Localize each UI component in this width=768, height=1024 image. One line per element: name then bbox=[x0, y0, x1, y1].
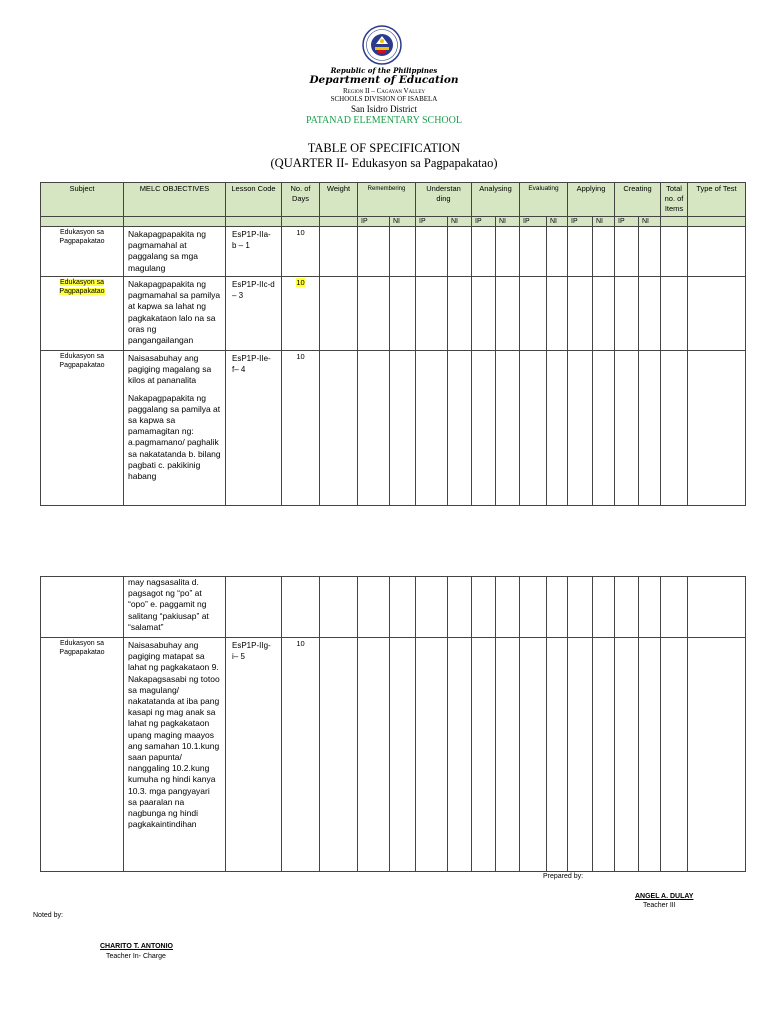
subject-cell bbox=[41, 277, 124, 351]
objective-cell: Nakapagpapakita ng pagmamahal at paggalang sa mga magulang bbox=[124, 227, 226, 277]
col-weight: Weight bbox=[320, 183, 358, 217]
deped-seal-logo bbox=[362, 25, 402, 65]
preparer-name: ANGEL A. DULAY bbox=[635, 893, 694, 900]
subject-cell: Edukasyon sa Pagpapakatao bbox=[41, 351, 124, 506]
objective-text: Naisasabuhay ang pagiging magalang sa kilos at pananalita bbox=[128, 353, 212, 386]
division-line: SCHOOLS DIVISION OF ISABELA bbox=[330, 95, 438, 103]
table-row bbox=[41, 638, 746, 872]
table-subheader-row bbox=[41, 217, 746, 227]
table-row bbox=[41, 351, 746, 506]
ni-label: NI bbox=[593, 217, 615, 227]
noter-title: Teacher In- Charge bbox=[106, 953, 166, 960]
ip-label: IP bbox=[568, 217, 593, 227]
col-subject: Subject bbox=[41, 183, 124, 217]
lesson-code-cell: EsP1P-IIg-i– 5 bbox=[226, 638, 282, 872]
document-title: TABLE OF SPECIFICATION bbox=[307, 141, 461, 155]
noted-by-label: Noted by: bbox=[33, 912, 63, 919]
days-cell bbox=[282, 277, 320, 351]
days-cell: 10 bbox=[282, 638, 320, 872]
lesson-code-cell: EsP1P-IIe-f– 4 bbox=[226, 351, 282, 506]
ip-label: IP bbox=[615, 217, 639, 227]
noter-name: CHARITO T. ANTONIO bbox=[100, 943, 173, 950]
objective-cell: may nagsasalita d. pagsagot ng “po” at “opo” e. paggamit ng salitang “pakiusap” at “salamat” bbox=[124, 577, 226, 638]
district-line: San Isidro District bbox=[351, 104, 417, 114]
col-creating: Creating bbox=[615, 183, 661, 217]
objective-cell: Naisasabuhay ang pagiging matapat sa lahat ng pagkakataon 9. Nakapagsasabi ng totoo sa magulang/ nakatatanda at iba pang kasapi ng mag anak sa lahat ng pagkakataon upang maging maayos ang samahan 10.1.kung saan papunta/ nanggaling 10.2.kung kumuha ng hindi kanya 10.3. mga pangyayari sa paaralan na nagbunga ng hindi pagkakaintindihan bbox=[124, 638, 226, 872]
ni-label: NI bbox=[547, 217, 568, 227]
col-total-items: Total no. of Items bbox=[661, 183, 688, 217]
col-remembering: Remembering bbox=[358, 183, 416, 217]
department-line: Department of Education bbox=[309, 74, 459, 86]
ip-label: IP bbox=[472, 217, 496, 227]
col-days: No. of Days bbox=[282, 183, 320, 217]
col-understanding: Understan ding bbox=[416, 183, 472, 217]
objective-cell: Nakapagpapakita ng pagmamahal sa pamilya at kapwa sa lahat ng pagkakataon lalo na sa oras ng pangangailangan bbox=[124, 277, 226, 351]
table-row bbox=[41, 577, 746, 638]
region-line: Region II – Cagayan Valley bbox=[342, 87, 426, 95]
days-cell: 10 bbox=[282, 351, 320, 506]
document-subtitle: (QUARTER II- Edukasyon sa Pagpapakatao) bbox=[270, 156, 498, 170]
prepared-by-label: Prepared by: bbox=[543, 873, 584, 880]
school-name: PATANAD ELEMENTARY SCHOOL bbox=[305, 115, 462, 126]
table-row bbox=[41, 227, 746, 277]
col-lesson-code: Lesson Code bbox=[226, 183, 282, 217]
ip-label: IP bbox=[520, 217, 547, 227]
days-cell: 10 bbox=[282, 227, 320, 277]
preparer-title: Teacher III bbox=[643, 902, 676, 909]
col-evaluating: Evaluating bbox=[520, 183, 568, 217]
ni-label: NI bbox=[448, 217, 472, 227]
objective-cell bbox=[124, 351, 226, 506]
ni-label: NI bbox=[496, 217, 520, 227]
specification-table bbox=[40, 182, 746, 506]
ni-label: NI bbox=[390, 217, 416, 227]
col-analysing: Analysing bbox=[472, 183, 520, 217]
objective-text: Nakapagpapakita ng paggalang sa pamilya at sa kapwa sa pamamagitan ng: a.pagmamano/ paghalik sa nakatatanda b. bilang pagbati c. pakikinig habang bbox=[128, 392, 221, 482]
highlighted-text: Edukasyon sa Pagpapakatao bbox=[59, 279, 105, 295]
lesson-code-cell: EsP1P-IIc-d – 3 bbox=[226, 277, 282, 351]
republic-line: Republic of the Philippines bbox=[330, 66, 438, 75]
col-type-of-test: Type of Test bbox=[688, 183, 746, 217]
specification-table-continued bbox=[40, 576, 746, 872]
col-applying: Applying bbox=[568, 183, 615, 217]
highlighted-text: 10 bbox=[296, 278, 305, 287]
ip-label: IP bbox=[358, 217, 390, 227]
ip-label: IP bbox=[416, 217, 448, 227]
lesson-code-cell: EsP1P-IIa-b – 1 bbox=[226, 227, 282, 277]
col-melc-objectives: MELC OBJECTIVES bbox=[124, 183, 226, 217]
ni-label: NI bbox=[639, 217, 661, 227]
subject-cell: Edukasyon sa Pagpapakatao bbox=[41, 227, 124, 277]
table-header-row bbox=[41, 183, 746, 217]
table-row bbox=[41, 277, 746, 351]
subject-cell: Edukasyon sa Pagpapakatao bbox=[41, 638, 124, 872]
